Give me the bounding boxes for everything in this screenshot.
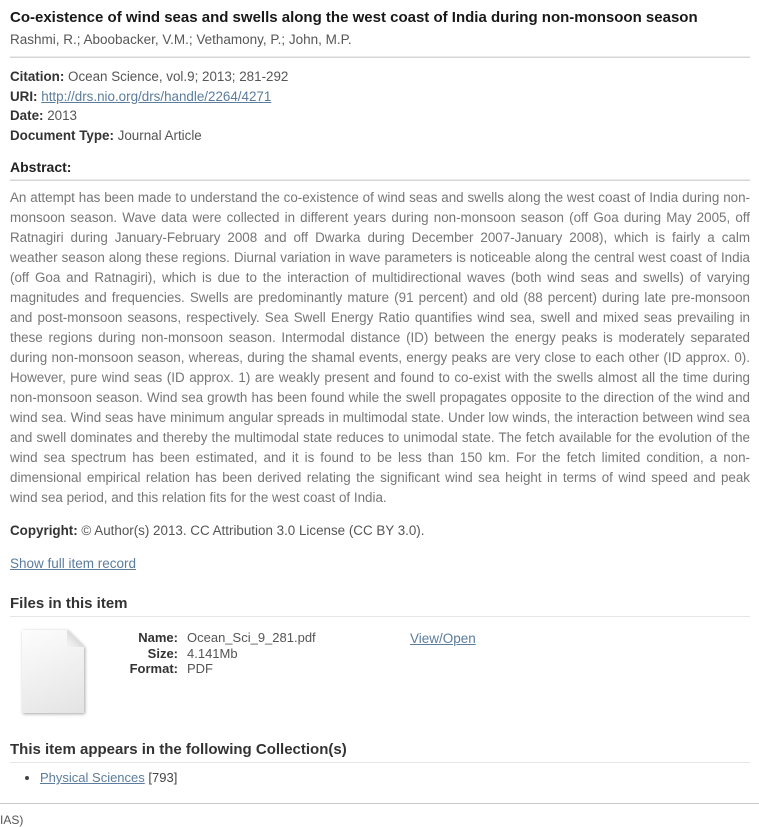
footer-text: IAS) bbox=[0, 813, 24, 827]
file-format-label: Format: bbox=[129, 661, 178, 676]
collection-list-item bbox=[40, 770, 750, 786]
page-title: Co-existence of wind seas and swells along the west coast of India during non-monsoon season bbox=[10, 9, 698, 26]
uri-link[interactable]: http://drs.nio.org/drs/handle/2264/4271 bbox=[41, 88, 272, 104]
metadata-row-uri bbox=[10, 87, 750, 107]
divider-under-collections-heading bbox=[10, 762, 750, 763]
item-authors: Rashmi, R.; Aboobacker, V.M.; Vethamony, P.; John, M.P. bbox=[10, 32, 352, 47]
divider-under-abstract-heading bbox=[10, 179, 750, 181]
citation-label: Citation: bbox=[10, 69, 65, 84]
doctype-value: Journal Article bbox=[117, 127, 202, 143]
copyright-label: Copyright: bbox=[10, 523, 78, 538]
divider-under-files-heading bbox=[10, 616, 750, 617]
collections-list bbox=[10, 770, 750, 786]
file-row bbox=[10, 630, 750, 713]
uri-label: URI: bbox=[10, 88, 38, 104]
doctype-label: Document Type: bbox=[10, 127, 114, 143]
abstract-text: An attempt has been made to understand the co-existence of wind seas and swells along the west coast of India during non-monsoon season. Wave data were collected in different years during non-monsoon season (off Goa during May 2005, off Ratnagiri during January-February 2008 and off Dwarka during December 2007-January 2008), which is fairly a calm weather season along these regions. Diurnal variation in wave parameters is noticeable along the central west coast of India (off Goa and Ratnagiri), which is due to the interaction of multidirectional waves (both wind seas and swells) of varying magnitudes and frequencies. Swells are predominantly mature (91 percent) and old (88 percent) during late pre-monsoon and post-monsoon seasons, respectively. Sea Swell Energy Ratio quantifies wind sea, swell and mixed seas prevailing in these regions during non-monsoon season. Intermodal distance (ID) between the energy peaks is moderately separated during non-monsoon season, whereas, during the shamal events, energy peaks are very close to each other (ID approx. 0). However, pure wind seas (ID approx. 1) are weakly present and found to co-exist with the swells almost all the time during non-monsoon season. Wind sea growth has been found while the swell propagates opposite to the direction of the wind and wind sea. Wind seas have minimum angular spreads in multimodal state. Under low winds, the interaction between wind sea and swell dominates and thereby the multimodal state reduces to unimodal state. The fetch available for the evolution of the wind sea spectrum has been estimated, and it is found to be less than 150 km. For the fetch limited condition, a non-dimensional empirical relation has been derived relating the significant wind sea height in terms of wind speed and peak wind sea period, and this relation fits for the west coast of India. bbox=[10, 190, 750, 505]
view-open-link[interactable]: View/Open bbox=[410, 631, 476, 646]
file-size-value: 4.141Mb bbox=[187, 645, 238, 661]
show-full-item-record-link[interactable]: Show full item record bbox=[10, 556, 137, 571]
metadata-row-date bbox=[10, 106, 750, 126]
file-fold-corner bbox=[67, 630, 84, 647]
file-format-value: PDF bbox=[187, 661, 213, 676]
footer-divider bbox=[0, 803, 759, 804]
file-size-label: Size: bbox=[147, 645, 178, 661]
collection-item-count: [793] bbox=[148, 770, 178, 785]
date-value: 2013 bbox=[47, 108, 78, 123]
document-file-icon[interactable] bbox=[22, 630, 84, 713]
divider-under-authors bbox=[10, 56, 750, 58]
item-metadata bbox=[10, 67, 750, 145]
collections-section-heading: This item appears in the following Collection(s) bbox=[10, 741, 347, 758]
citation-value: Ocean Science, vol.9; 2013; 281-292 bbox=[68, 69, 289, 84]
abstract-heading: Abstract: bbox=[10, 159, 72, 175]
metadata-row-doctype bbox=[10, 126, 750, 146]
metadata-row-citation bbox=[10, 67, 750, 87]
file-metadata bbox=[114, 630, 394, 677]
file-name-value: Ocean_Sci_9_281.pdf bbox=[187, 630, 316, 645]
file-name-label: Name: bbox=[138, 630, 178, 645]
copyright-line bbox=[10, 522, 750, 539]
files-section-heading: Files in this item bbox=[10, 595, 128, 612]
date-label: Date: bbox=[10, 108, 44, 123]
copyright-text: © Author(s) 2013. CC Attribution 3.0 License (CC BY 3.0). bbox=[81, 523, 425, 538]
collection-link-physical-sciences[interactable]: Physical Sciences bbox=[40, 770, 145, 785]
